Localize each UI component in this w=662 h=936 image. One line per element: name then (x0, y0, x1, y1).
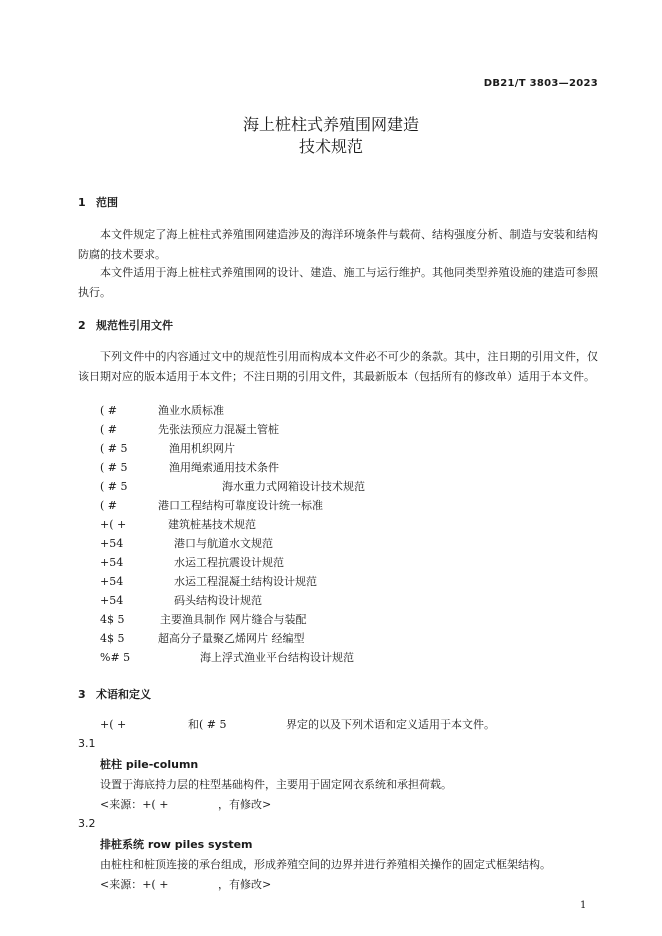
section-3-intro (100, 716, 495, 732)
term-definition: 设置于海底持力层的柱型基础构件，主要用于固定网衣系统和承担荷载。 (100, 778, 452, 791)
section-2-intro: 下列文件中的内容通过文中的规范性引用而构成本文件必不可少的条款。其中，注日期的引用文件，仅该日期对应的版本适用于本文件；不注日期的引用文件，其最新版本（包括所有的修改单）适用于本文件。 (78, 350, 598, 383)
standard-code: DB21/T 3803—2023 (483, 78, 598, 89)
term-source (100, 876, 271, 892)
reference-title: 码头结构设计规范 (174, 594, 262, 607)
section-title: 术语和定义 (96, 688, 151, 701)
reference-code: 4$ 5 (100, 632, 125, 645)
source-prefix: <来源：+( + (100, 798, 169, 811)
document-title-line2: 技术规范 (298, 137, 363, 156)
intro-code: 和( # 5 (188, 718, 227, 731)
reference-title: 超高分子量聚乙烯网片 经编型 (158, 632, 305, 645)
reference-item (100, 440, 235, 456)
section-1-paragraph-2: 本文件适用于海上桩柱式养殖围网的设计、建造、施工与运行维护。其他同类型养殖设施的建造可参照执行。 (78, 266, 598, 299)
reference-item (100, 554, 284, 570)
page-number: 1 (580, 900, 587, 911)
reference-title: 渔业水质标准 (158, 404, 224, 417)
reference-item (100, 611, 307, 627)
reference-title: 建筑桩基技术规范 (168, 518, 256, 531)
reference-title: 港口与航道水文规范 (174, 537, 273, 550)
intro-text: 界定的以及下列术语和定义适用于本文件。 (286, 718, 495, 731)
section-title: 规范性引用文件 (96, 319, 173, 332)
reference-code: %# 5 (100, 651, 131, 664)
term-source (100, 796, 271, 812)
reference-title: 先张法预应力混凝土管桩 (158, 423, 279, 436)
document-title-line1: 海上桩柱式养殖围网建造 (242, 115, 419, 134)
intro-code: +( + (100, 718, 127, 731)
reference-code: ( # 5 (100, 480, 128, 493)
reference-code: +54 (100, 575, 124, 588)
section-3-heading (78, 686, 151, 702)
reference-item (100, 497, 323, 513)
source-prefix: <来源：+( + (100, 878, 169, 891)
section-1-paragraph-1: 本文件规定了海上桩柱式养殖围网建造涉及的海洋环境条件与载荷、结构强度分析、制造与安装和结构防腐的技术要求。 (78, 228, 598, 261)
reference-item (100, 592, 262, 608)
section-number: 1 (78, 196, 86, 209)
reference-title: 港口工程结构可靠度设计统一标准 (158, 499, 323, 512)
reference-code: ( # 5 (100, 442, 128, 455)
reference-code: +54 (100, 537, 124, 550)
reference-title: 海上浮式渔业平台结构设计规范 (200, 651, 354, 664)
reference-code: +54 (100, 594, 124, 607)
reference-item (100, 649, 354, 665)
source-suffix: ，有修改> (218, 798, 272, 811)
reference-title: 海水重力式网箱设计技术规范 (222, 480, 365, 493)
reference-title: 水运工程抗震设计规范 (174, 556, 284, 569)
reference-title: 水运工程混凝土结构设计规范 (174, 575, 317, 588)
reference-code: +( + (100, 518, 127, 531)
term-name: 排桩系统 row piles system (100, 838, 253, 851)
section-number: 2 (78, 319, 86, 332)
term-number: 3.2 (78, 817, 96, 830)
reference-code: ( # 5 (100, 461, 128, 474)
reference-item (100, 402, 224, 418)
term-name: 桩柱 pile-column (100, 758, 199, 771)
reference-title: 主要渔具制作 网片缝合与装配 (160, 613, 307, 626)
reference-item (100, 516, 256, 532)
term-number: 3.1 (78, 737, 96, 750)
reference-title: 渔用机织网片 (169, 442, 235, 455)
reference-item (100, 421, 279, 437)
reference-code: 4$ 5 (100, 613, 125, 626)
reference-code: +54 (100, 556, 124, 569)
reference-item (100, 630, 305, 646)
reference-item (100, 478, 365, 494)
section-title: 范围 (96, 196, 118, 209)
term-definition: 由桩柱和桩顶连接的承台组成，形成养殖空间的边界并进行养殖相关操作的固定式框架结构。 (100, 858, 551, 871)
reference-code: ( # (100, 499, 118, 512)
reference-item (100, 535, 273, 551)
reference-code: ( # (100, 404, 118, 417)
section-1-heading (78, 194, 118, 210)
reference-code: ( # (100, 423, 118, 436)
section-number: 3 (78, 688, 86, 701)
reference-item (100, 459, 279, 475)
reference-item (100, 573, 317, 589)
source-suffix: ，有修改> (218, 878, 272, 891)
section-2-heading (78, 317, 173, 333)
reference-title: 渔用绳索通用技术条件 (169, 461, 279, 474)
